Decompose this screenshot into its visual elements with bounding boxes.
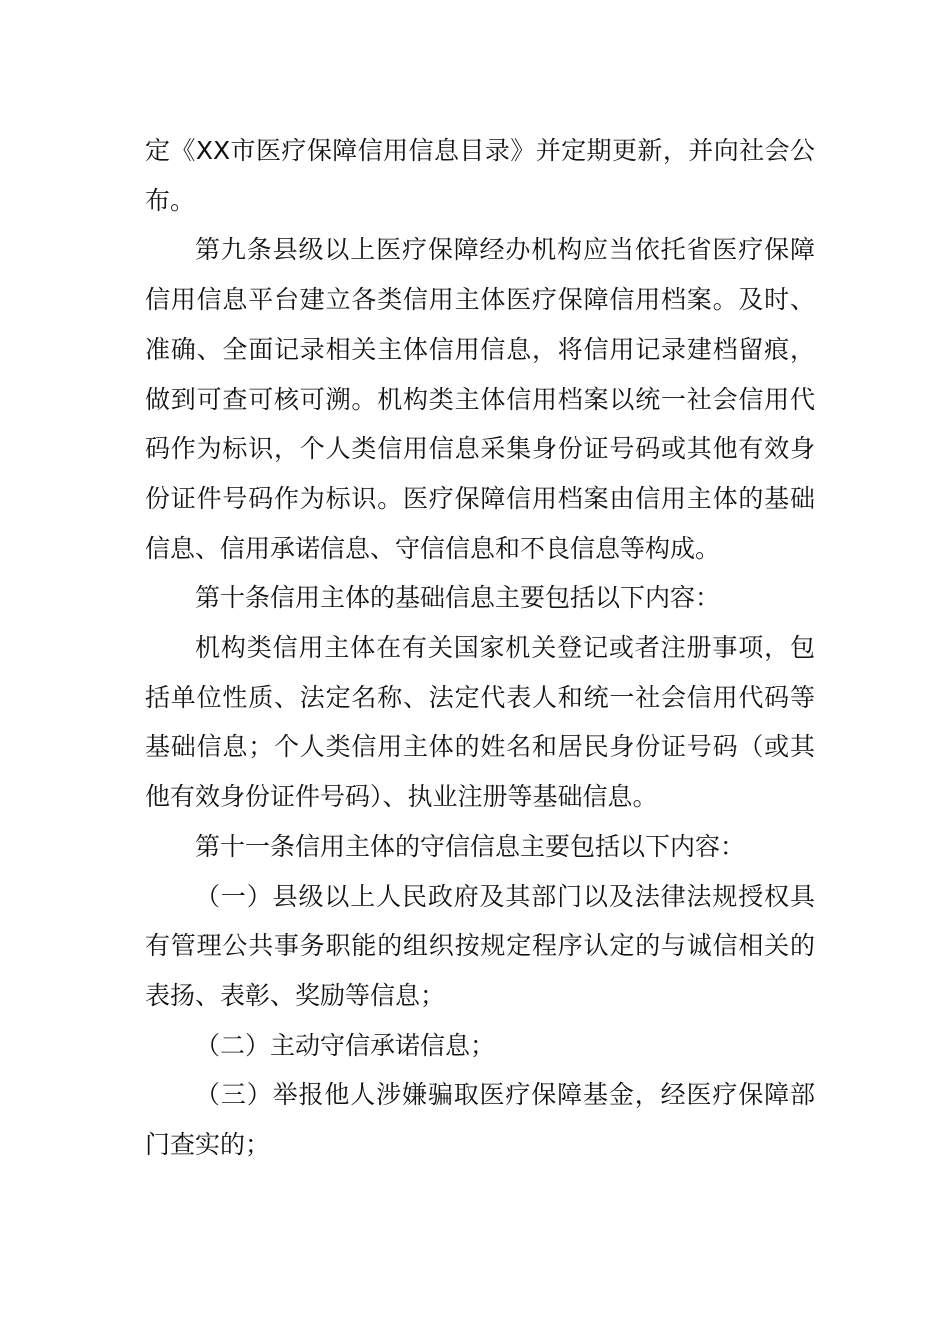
- paragraph-catalog-continuation: 定《XX市医疗保障信用信息目录》并定期更新，并向社会公布。: [145, 136, 815, 215]
- document-body: [145, 126, 815, 1170]
- paragraph-article-11: 第十一条信用主体的守信信息主要包括以下内容：: [195, 831, 746, 861]
- paragraph-article-10: 第十条信用主体的基础信息主要包括以下内容：: [195, 583, 721, 613]
- paragraph-article-10-basic-info: 机构类信用主体在有关国家机关登记或者注册事项，包括单位性质、法定名称、法定代表人和统一社会信用代码等基础信息；个人类信用主体的姓名和居民身份证号码（或其他有效身份证件号码）、执业注册等基础信息。: [145, 633, 815, 812]
- paragraph-item-2: （二）主动守信承诺信息；: [195, 1030, 496, 1060]
- paragraph-item-3: （三）举报他人涉嫌骗取医疗保障基金，经医疗保障部门查实的；: [145, 1080, 815, 1160]
- paragraph-article-9: 第九条县级以上医疗保障经办机构应当依托省医疗保障信用信息平台建立各类信用主体医疗保障信用档案。及时、准确、全面记录相关主体信用信息，将信用记录建档留痕，做到可查可核可溯。机构类主体信用档案以统一社会信用代码作为标识，个人类信用信息采集身份证号码或其他有效身份证件号码作为标识。医疗保障信用档案由信用主体的基础信息、信用承诺信息、守信信息和不良信息等构成。: [145, 235, 815, 563]
- paragraph-item-1: （一）县级以上人民政府及其部门以及法律法规授权具有管理公共事务职能的组织按规定程序认定的与诚信相关的表扬、表彰、奖励等信息；: [145, 881, 815, 1010]
